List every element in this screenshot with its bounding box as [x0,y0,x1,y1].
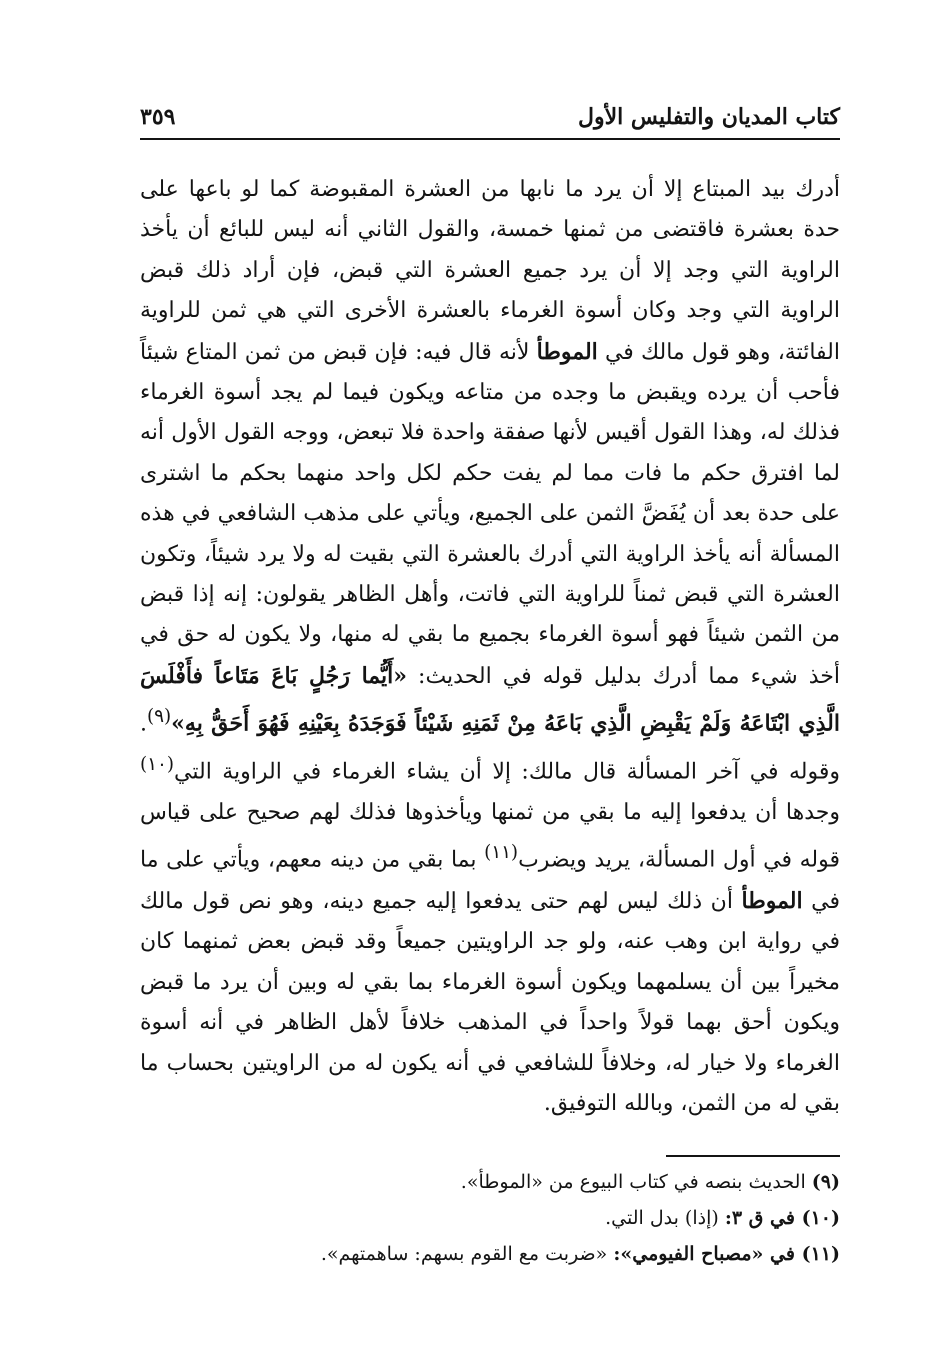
footnote-text: «ضربت مع القوم بسهم: ساهمتهم». [320,1243,614,1265]
footnote-item [140,1200,840,1236]
footnote-item [140,1164,840,1200]
footnote-ref-10[interactable]: (١٠) [140,754,175,776]
footnote-lead: في ق ٣: [724,1207,802,1229]
footnote-ref-9[interactable]: (٩) [147,706,172,728]
text-segment: أن ذلك ليس لهم حتى يدفعوا إليه جميع دينه، وهو نص قول مالك في رواية ابن وهب عنه، ولو جد الراويتين جميعاً وقد قبض بعض ثمنهما كان مخيراً بين أن يسلمهما ويكون أسوة الغرماء بما بقي له وبين أن يرد ما قبض ويكون أحق بهما قولاً واحداً في المذهب خلافاً لأهل الظاهر في أنه أسوة الغرماء ولا خيار له، وخلافاً للشافعي في أنه يكون له من الراويتين بحساب ما بقي له من الثمن، وبالله التوفيق. [140,888,840,1116]
book-title-muwatta: الموطأ [536,338,598,365]
page-header [140,98,840,138]
footnotes [140,1164,840,1272]
header-rule [140,138,840,140]
hadith-quote: «أَيُّما رَجُلٍ بَاعَ مَتَاعاً فأَفْلَسَ الَّذِي ابْتَاعَهُ وَلَمْ يَقْبِضِ الَّذِي بَاعَهُ مِنْ ثَمَنِهِ شَيْئاً فَوَجَدَهُ بِعَيْنِهِ فَهُوَ أَحَقُّ بِهِ» [140,662,840,737]
footnote-number: (٩) [811,1171,840,1193]
running-title: كتاب المديان والتفليس الأول [577,104,840,130]
book-title-muwatta: الموطأ [741,887,803,914]
footnote-ref-11[interactable]: (١١) [484,842,519,864]
page-number: ٣٥٩ [140,104,176,130]
footnote-lead: في «مصباح الفيومي»: [613,1243,802,1265]
footnote-number: (١١) [801,1243,840,1265]
text-segment: بما بقي من دينه معهم، ويأتي على ما في [140,847,840,914]
footnote-text: الحديث بنصه في كتاب البيوع من «الموطأ». [460,1171,812,1193]
text-segment: لأنه قال فيه: فإن قبض من ثمن المتاع شيئاً فأحب أن يرده ويقبض ما وجده من متاعه ويكون فيما لم يجد أسوة الغرماء فذلك له، وهذا القول أقيس لأنها صفقة واحدة فلا تبعض، ووجه القول الأول أنه لما افترق حكم ما فات مما لم يفت حكم لكل واحد منهما بحكم ما اشترى على حدة بعد أن يُفَضَّ الثمن على الجميع، ويأتي على مذهب الشافعي في هذه المسألة أنه يأخذ الراوية التي أدرك بالعشرة التي بقيت له ولا يرد شيئاً، وتكون العشرة التي قبض ثمناً للراوية التي فاتت، وأهل الظاهر يقولون: إنه إذا قبض من الثمن شيئاً فهو أسوة الغرماء بجميع ما بقي له منها، ولا يكون له حق في أخذ شيء مما أدرك بدليل قوله في الحديث: [140,339,841,689]
text-segment: أدرك بيد المبتاع إلا أن يرد ما نابها من العشرة المقبوضة كما لو باعها على حدة بعشرة فاقتضى من ثمنها خمسة، والقول الثاني أنه ليس للبائع أن يأخذ الراوية التي وجد إلا أن يرد جميع العشرة التي قبض، فإن أراد ذلك قبض الراوية التي وجد وكان أسوة الغرماء بالعشرة الأخرى التي هي ثمن للراوية الفائتة، وهو قول مالك في [140,177,841,365]
text-segment: . وقوله في آخر المسألة قال مالك: إلا أن يشاء الغرماء في الراوية التي [140,711,840,785]
main-text [140,170,840,1124]
text-segment: وجدها أن يدفعوا إليه ما بقي من ثمنها ويأخذوها فذلك لهم صحيح على قياس قوله في أول المسألة، يريد ويضرب [140,799,840,873]
footnote-rule [666,1155,840,1157]
footnote-number: (١٠) [801,1207,840,1229]
footnote-text: (إذا) بدل التي. [605,1207,725,1229]
footnote-item [140,1236,840,1272]
